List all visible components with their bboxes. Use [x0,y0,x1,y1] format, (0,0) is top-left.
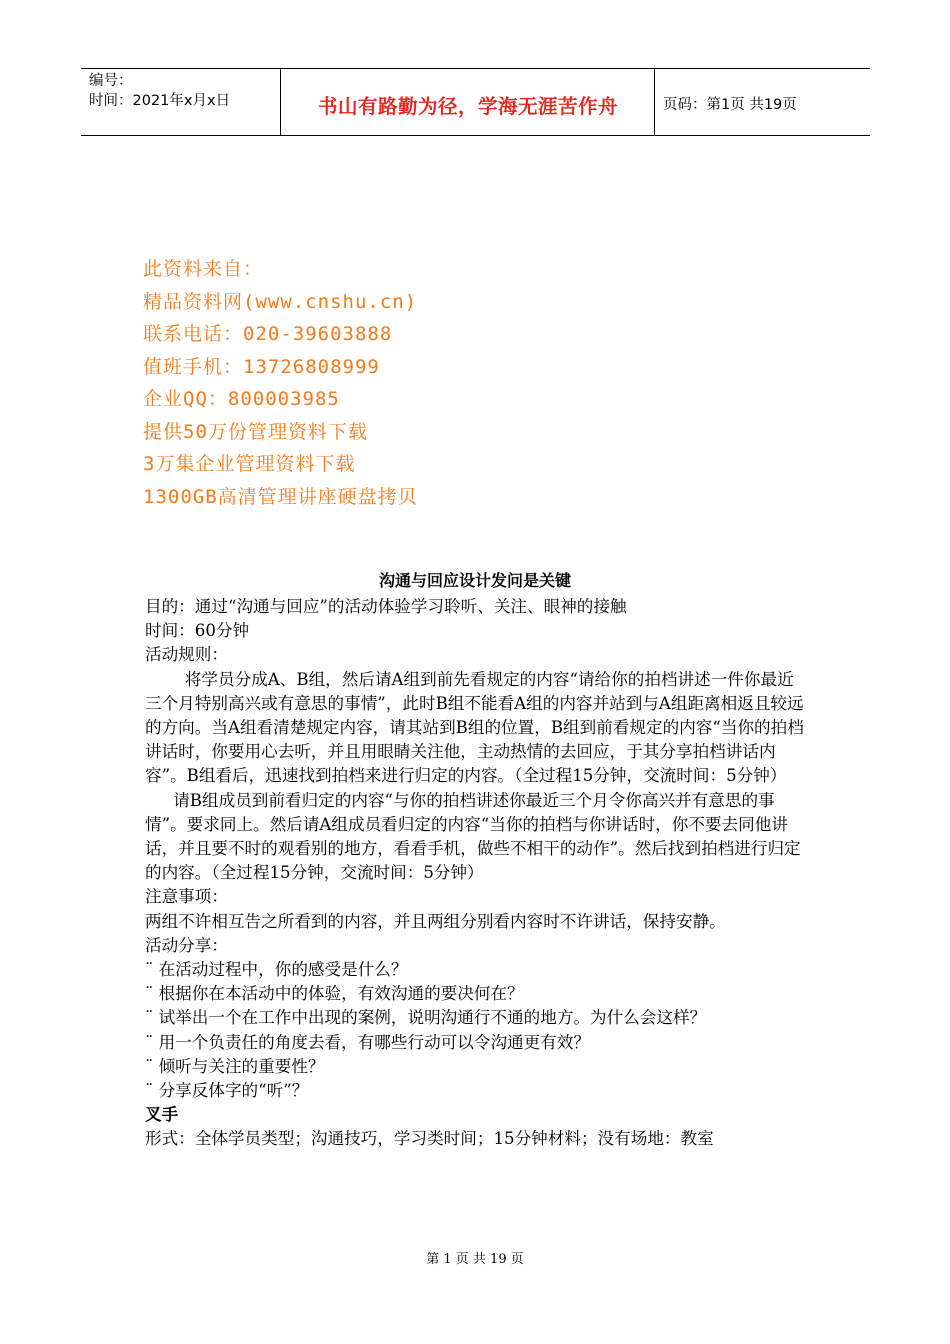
time-line: 时间：60分钟 [145,621,250,641]
question-item: ¨ 分享反体字的“听”？ [145,1081,309,1101]
source-line: 精品资料网(www.cnshu.cn) [143,290,418,313]
header-divider-right [654,69,655,135]
source-info [143,253,418,513]
rules-paragraph-1: 将学员分成A、B组，然后请A组到前先看规定的内容“请给你的拍档讲述一件你最近三个月特别高兴或有意思的事情”，此时B组不能看A组的内容并站到与A组距离相返且较远的方向。当A组看清楚规定内容，请其站到B组的位置，B组到前看规定的内容“当你的拍档讲话时，你要用心去听，并且用眼睛关注他，主动热情的去回应，于其分享拍档讲话内容”。B组看后，迅速找到拍档来进行归定的内容。（全过程15分钟，交流时间：5分钟） [145,669,804,786]
share-label: 活动分享： [145,935,228,955]
source-line: 此资料来自： [143,258,264,280]
page-footer: 第 1 页 共 19 页 [426,1252,524,1267]
question-item: ¨ 倾听与关注的重要性？ [145,1056,325,1076]
question-item: ¨ 用一个负责任的角度去看，有哪些行动可以令沟通更有效？ [145,1032,591,1052]
section2-title: 叉手 [145,1105,179,1125]
document-title: 沟通与回应设计发问是关键 [378,571,571,590]
section2-form: 形式：全体学员类型；沟通技巧，学习类时间；15分钟材料；没有场地：教室 [145,1129,714,1149]
rules-paragraph-2: 请B组成员到前看归定的内容“与你的拍档讲述你最近三个月令你高兴并有意思的事情”。要求同上。然后请A组成员看归定的内容“当你的拍档与你讲话时，你不要去同他讲话，并且要不时的观看别的地方，看看手机，做些不相干的动作”。然后找到拍档进行归定的内容。（全过程15分钟，交流时间：5分钟） [145,790,801,883]
source-line: 值班手机：13726808999 [143,355,380,378]
notes-label: 注意事项： [145,887,228,907]
header-meta [89,71,279,111]
source-line: 3万集企业管理资料下载 [143,453,356,475]
question-item: ¨ 试举出一个在工作中出现的案例，说明沟通行不通的地方。为什么会这样？ [145,1008,707,1028]
purpose-line: 目的：通过“沟通与回应”的活动体验学习聆听、关注、眼神的接触 [145,597,627,616]
source-line: 1300GB高清管理讲座硬盘拷贝 [143,485,418,508]
source-line: 企业QQ：800003985 [143,388,340,410]
page-header [81,68,870,136]
question-item: ¨ 在活动过程中，你的感受是什么？ [145,960,408,980]
time-label: 时间：2021年x月x日 [89,93,231,109]
number-label: 编号： [89,73,133,89]
document-body [145,595,810,1152]
rules-label: 活动规则： [145,645,228,665]
header-motto: 书山有路勤为径，学海无涯苦作舟 [317,95,618,118]
header-divider-left [280,69,281,135]
question-item: ¨ 根据你在本活动中的体验，有效沟通的要决何在？ [145,984,524,1004]
source-line: 联系电话：020-39603888 [143,323,393,345]
notes-text: 两组不许相互告之所看到的内容，并且两组分别看内容时不许讲话，保持安静。 [145,911,726,931]
source-line: 提供50万份管理资料下载 [143,420,368,443]
header-page-info: 页码：第1页 共19页 [663,97,797,113]
